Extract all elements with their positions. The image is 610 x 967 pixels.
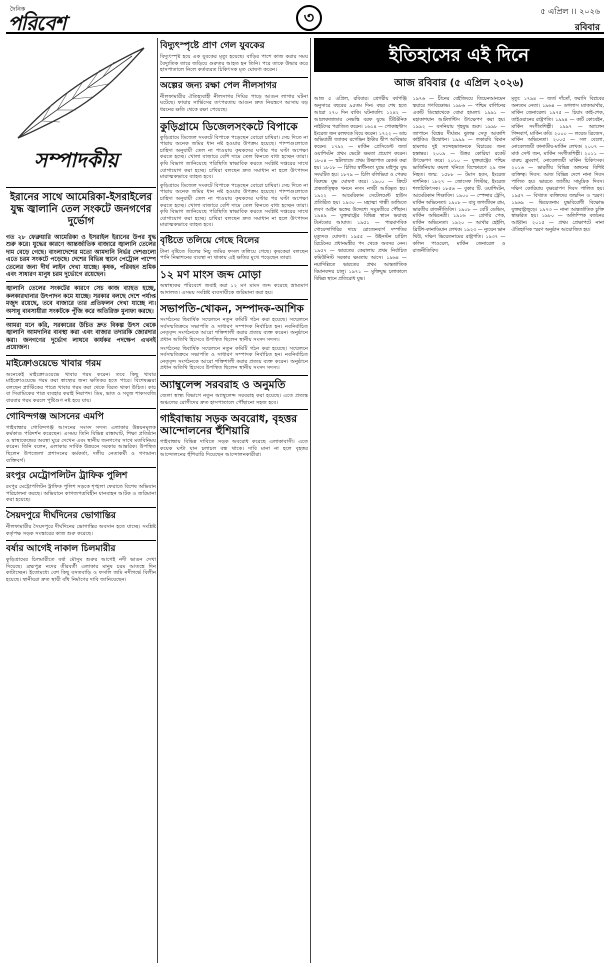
- article-headline[interactable]: সভাপতি-খোকন, সম্পাদক-আশিক: [160, 303, 304, 316]
- article-headline[interactable]: গাইবান্ধায় সড়ক অবরোধ, বৃহত্তর আন্দোলনের হুঁশিয়ারি: [160, 413, 298, 438]
- article-headline[interactable]: ১২ মণ মাংস জব্দ মোড়া: [160, 269, 262, 282]
- editorial-header: [6, 38, 156, 188]
- article-headline[interactable]: বৃষ্টিতে তলিয়ে গেছে বিলের: [160, 235, 260, 246]
- article-body: জেলা স্বাস্থ্য বিভাগে নতুন অ্যাম্বুলেন্স সরবরাহ করা হয়েছে। এতে প্রত্যন্ত অঞ্চলের রোগীদের দ্রুত হাসপাতালে পৌঁছানো সহজ হবে।: [160, 393, 308, 406]
- editorial-title: সম্পাদকীয়: [34, 148, 119, 172]
- article-body: বিদ্যুৎস্পৃষ্ট হয়ে এক যুবকের মৃত্যু হয়েছে। বাড়ির পাশে কাজ করার সময় বৈদ্যুতিক তারে জড়িয়ে গুরুতর আহত হন তিনি। পরে তাকে উদ্ধার করে হাসপাতালে নিলে কর্তব্যরত চিকিৎসক মৃত ঘোষণা করেন।: [160, 54, 308, 74]
- article-body: কুড়িগ্রামে ডিজেল সংকটে বিপাকে পড়েছেন বোরো চাষিরা। সেচ দিতে না পারায় অনেক জমির ধান নষ্ট হওয়ার উপক্রম হয়েছে। পাম্পগুলোতে চাহিদা অনুযায়ী তেল না পাওয়ায় কৃষকদের ঘণ্টার পর ঘণ্টা অপেক্ষা করতে হচ্ছে। খোলা বাজারে বেশি দামে তেল কিনতে বাধ্য হচ্ছেন তারা। কৃষি বিভাগ জানিয়েছে পরিস্থিতি স্বাভাবিক করতে সংশ্লিষ্ট দপ্তরের সাথে যোগাযোগ করা হচ্ছে। চাষিরা বলছেন দ্রুত সমাধান না হলে উৎপাদন মারাত্মকভাবে ব্যাহত হবে।: [160, 182, 308, 229]
- history-columns: [314, 97, 604, 283]
- article-body: নীলফামারীর সৈয়দপুরে দীর্ঘদিনের ভোগান্তির অবসান হতে যাচ্ছে। সংশ্লিষ্ট কর্তৃপক্ষ সড়ক সংস্কারের কাজ শুরু করেছে।: [6, 524, 156, 537]
- history-column: [413, 97, 506, 283]
- article-body: কুড়িগ্রামে ডিজেল সংকটে বিপাকে পড়েছেন বোরো চাষিরা। সেচ দিতে না পারায় অনেক জমির ধান নষ্ট হওয়ার উপক্রম হয়েছে। পাম্পগুলোতে চাহিদা অনুযায়ী তেল না পাওয়ায় কৃষকদের ঘণ্টার পর ঘণ্টা অপেক্ষা করতে হচ্ছে। খোলা বাজারে বেশি দামে তেল কিনতে বাধ্য হচ্ছেন তারা। কৃষি বিভাগ জানিয়েছে পরিস্থিতি স্বাভাবিক করতে সংশ্লিষ্ট দপ্তরের সাথে যোগাযোগ করা হচ্ছে। চাষিরা বলছেন দ্রুত সমাধান না হলে উৎপাদন মারাত্মকভাবে ব্যাহত হবে।: [160, 134, 308, 181]
- issue-day: রবিবার: [574, 23, 600, 33]
- article-body: সংগঠনের দ্বিবার্ষিক সম্মেলনে নতুন কমিটি গঠন করা হয়েছে। সম্মেলনে সর্বসম্মতিক্রমে সভাপতি ও সাধারণ সম্পাদক নির্বাচিত হন। নবনির্বাচিত নেতৃবৃন্দ সংগঠনকে আরো শক্তিশালী করার প্রত্যয় ব্যক্ত করেন। অনুষ্ঠানে প্রধান অতিথি হিসেবে উপস্থিত ছিলেন স্থানীয় সংসদ সদস্য।: [160, 317, 308, 344]
- history-entries: মৃত্যু: ১৭৯৪ — জর্জ দাঁতোঁ, ফরাসি বিপ্লবের অন্যতম নেতা। ১৯৬৪ — ডগলাস ম্যাকআর্থার, মার্কিন জেনারেল। ১৯৭৫ — চিয়াং কাই-শেক, তাইওয়ানের রাষ্ট্রপতি। ১৯৯৪ — কার্ট কোবেইন, মার্কিন সংগীতশিল্পী। ১৯৯৭ — অ্যালেন গিন্সবার্গ, মার্কিন কবি। ২০০০ — লয়েড ব্রিজেস, মার্কিন অভিনেতা। ২০০৫ — সল বেলো, নোবেলজয়ী কানাডীয়-মার্কিন লেখক। ২০০৭ — মার্ক সেন্ট জন, মার্কিন সংগীতশিল্পী। ২০১১ — বারুচ ব্লুমবার্গ, নোবেলজয়ী মার্কিন চিকিৎসক। ২০১৬ — ভারতীয় বিভিন্ন অঙ্গনের বিশিষ্ট ব্যক্তিত্ব। দিবস: আজ বিভিন্ন দেশে নানা দিবস পালিত হয়। ভারতে জাতীয় সামুদ্রিক দিবস। দক্ষিণ কোরিয়ায় বৃক্ষরোপণ দিবস পালিত হয়। ১৯৫৭ — বিখ্যাত ব্যক্তিদের জন্মদিন ও স্মরণ। ১৯৬৯ — ভিয়েতনাম যুদ্ধবিরোধী বিক্ষোভ যুক্তরাষ্ট্রজুড়ে। ১৯৭৩ — নানা আন্তর্জাতিক চুক্তি স্বাক্ষরিত হয়। ১৯৮০ — অলিম্পিক বর্জনের আহ্বান। ২০১৫ — প্রথম প্রেক্ষাপটে নানা ঐতিহাসিক স্মরণ অনুষ্ঠান আয়োজিত হয়।: [511, 97, 604, 234]
- history-date-subtitle: আজ রবিবার (৫ এপ্রিল ২০২৬): [394, 78, 524, 89]
- article-headline[interactable]: অ্যাম্বুলেন্স সরবরাহ ও অনুমতি: [160, 379, 286, 391]
- article-headline[interactable]: সৈয়দপুরে দীর্ঘদিনের ভোগান্তির: [6, 511, 116, 521]
- article-headline[interactable]: অল্পের জন্য রক্ষা পেল নীলসাগর: [160, 80, 277, 91]
- history-column: [314, 97, 407, 283]
- history-section: [314, 38, 604, 963]
- article-body: গাইবান্ধায় বিভিন্ন দাবিতে সড়ক অবরোধ করেছে এলাকাবাসী। এতে কয়েক ঘণ্টা যান চলাচল বন্ধ থাকে। দাবি মানা না হলে বৃহত্তর আন্দোলনের হুঁশিয়ারি দিয়েছেন আন্দোলনকারীরা।: [160, 439, 308, 459]
- article-body: টানা বৃষ্টিতে বিলের নিচু জমির ফসল তলিয়ে গেছে। কৃষকেরা বলছেন পানি নিষ্কাশনের ব্যবস্থা না থাকায় এই ক্ষতির মুখে পড়েছেন তারা।: [160, 248, 308, 262]
- article-headline[interactable]: কুড়িগ্রামে ডিজেলসংকটে বিপাকে: [160, 120, 298, 133]
- article-body: নীলফামারীর ঐতিহ্যবাহী নীলসাগর দিঘির পাড়ে আগুন লাগার ঘটনা ঘটেছে। ফায়ার সার্ভিসের তৎপরতায় আগুন দ্রুত নিয়ন্ত্রণে আসায় বড় ধরনের ক্ষতি থেকে রক্ষা পেয়েছে।: [160, 93, 308, 113]
- editorial-paragraph: আমরা মনে করি, সরকারের উচিত দ্রুত বিকল্প উৎস থেকে জ্বালানি আমদানির ব্যবস্থা করা এবং বাজার তদারকি জোরদার করা। জনগণের দুর্ভোগ লাঘবে কার্যকর পদক্ষেপ এখনই প্রয়োজন।: [6, 322, 156, 352]
- history-entries: ১৯৭৬ — চীনের বেইজিংয়ে তিয়েনআনমেন স্কয়ারে গণবিক্ষোভ। ১৯৮৬ — পশ্চিম বার্লিনের একটি ডিস্কোথেকে বোমা হামলা। ১৯৯১ — মহাকাশযান আটলান্টিস উৎক্ষেপণ করা হয়। ১৯৯২ — বসনিয়ায় গৃহযুদ্ধ শুরু। ১৯৯৮ — জাপানে বিশ্বের দীর্ঘতম ঝুলন্ত সেতু আকাশি কাইকিও উদ্বোধন। ১৯৯৯ — লকারবি বিমান হামলার দুই সন্দেহভাজনকে বিচারের জন্য হস্তান্তর। ২০০৯ — উত্তর কোরিয়া রকেট উৎক্ষেপণ করে। ২০১০ — যুক্তরাষ্ট্রের পশ্চিম ভার্জিনিয়ায় কয়লা খনিতে বিস্ফোরণে ২৯ জন নিহত। জন্ম: ১৫৮৮ — টমাস হবস, ইংরেজ দার্শনিক। ১৮২৭ — জোসেফ লিস্টার, ইংরেজ শল্যচিকিৎসক। ১৮৫৬ — বুকার টি. ওয়াশিংটন, আমেরিকান শিক্ষাবিদ। ১৯০০ — স্পেন্সার ট্রেসি, মার্কিন অভিনেতা। ১৯০৮ — বাবু জগজীবন রাম, ভারতীয় রাজনীতিবিদ। ১৯০৮ — বেটি ডেভিস, মার্কিন অভিনেত্রী। ১৯১৬ — গ্রেগরি পেক, মার্কিন অভিনেতা। ১৯২০ — আর্থার হেইলি, ব্রিটিশ-কানাডিয়ান লেখক। ১৯২৩ — ন্যুয়েন ভান থিউ, দক্ষিণ ভিয়েতনামের রাষ্ট্রপতি। ১৯৩৭ — কলিন পাওয়েল, মার্কিন জেনারেল ও রাজনীতিবিদ।: [412, 97, 506, 254]
- article-headline[interactable]: বর্ষার আগেই নাকাল চিলমারীর: [6, 544, 116, 555]
- logo-prefix: দৈনিক: [10, 6, 26, 13]
- article-body: সংগঠনের দ্বিবার্ষিক সম্মেলনে নতুন কমিটি গঠন করা হয়েছে। সম্মেলনে সর্বসম্মতিক্রমে সভাপতি ও সাধারণ সম্পাদক নির্বাচিত হন। নবনির্বাচিত নেতৃবৃন্দ সংগঠনকে আরো শক্তিশালী করার প্রত্যয় ব্যক্ত করেন। অনুষ্ঠানে প্রধান অতিথি হিসেবে উপস্থিত ছিলেন স্থানীয় সংসদ সদস্য।: [160, 345, 308, 372]
- article-body: গাইবান্ধার গোবিন্দগঞ্জ আসনের সংসদ সদস্য এলাকার উন্নয়নমূলক কর্মকাণ্ড পরিদর্শন করেছেন। এসময় তিনি বিভিন্ন রাস্তাঘাট, শিক্ষা প্রতিষ্ঠান ও স্বাস্থ্যকেন্দ্রের অবস্থা ঘুরে দেখেন এবং স্থানীয় জনগণের সাথে মতবিনিময় করেন। তিনি বলেন, এলাকার সার্বিক উন্নয়নে সরকার আন্তরিক। উপস্থিত ছিলেন উপজেলা প্রশাসনের কর্মকর্তা, দলীয় নেতাকর্মী ও গণ্যমান্য ব্যক্তিবর্গ।: [6, 424, 156, 464]
- history-banner: ইতিহাসের এই দিনে: [314, 38, 604, 72]
- article-body: অনেকেই মাইক্রোওয়েভে খাবার গরম করেন। তবে কিছু খাবার মাইক্রোওয়েভে গরম করা স্বাস্থ্যের জন্য ক্ষতিকর হতে পারে। বিশেষজ্ঞরা বলছেন প্লাস্টিকের পাত্রে খাবার গরম করা থেকে বিরত থাকা উচিত। কাচ বা সিরামিকের পাত্র ব্যবহার করাই নিরাপদ। ডিম, ভাত ও সবুজ শাকসবজি বারবার গরম করলে পুষ্টিগুণ নষ্ট হয়ে যায়।: [6, 371, 156, 405]
- page-number-badge: ৩: [296, 5, 322, 31]
- article-headline[interactable]: মাইক্রোওয়েভে খাবার গরম: [6, 358, 102, 369]
- column-divider: [157, 38, 158, 963]
- middle-column: [160, 38, 308, 963]
- article-headline[interactable]: রংপুর মেট্রোপলিটন ট্রাফিক পুলিশ: [6, 471, 128, 482]
- editorial-headline: ইরানের সাথে আমেরিকা-ইসরাইলের যুদ্ধ জ্বালানি তেল সংকটে জনগণের দুর্ভোগ: [9, 192, 153, 227]
- feather-quill-icon: [12, 42, 150, 142]
- article-body: কুড়িগ্রামের চিলমারীতে বর্ষা মৌসুম শুরুর আগেই নদী ভাঙন দেখা দিয়েছে। ব্রহ্মপুত্র নদের তীরবর্তী এলাকার মানুষ চরম আতঙ্কে দিন কাটাচ্ছেন। ইতোমধ্যে বেশ কিছু বসতবাড়ি ও ফসলি জমি নদীগর্ভে বিলীন হয়েছে। স্থানীয়রা দ্রুত স্থায়ী বাঁধ নির্মাণের দাবি জানিয়েছেন।: [6, 557, 156, 583]
- masthead: [6, 4, 604, 34]
- history-entries: আজ ৫ এপ্রিল, রবিবার। গ্রেগরীয় বর্ষপঞ্জি অনুসারে বছরের ৯৫তম দিন। বছর শেষ হতে আরো ২৭০ দিন বাকি। ঘটনাবলি: ১২৪২ — আলেকজান্ডার নেভস্কি বরফ যুদ্ধে টিউটনিক নাইটদের পরাজিত করেন। ১৬১৪ — পোকাহন্টাস ইংরেজ জন রলফকে বিয়ে করেন। ১৭২২ — ডাচ অভিযাত্রী জ্যাকব রগেভিন ইস্টার দ্বীপ আবিষ্কার করেন। ১৭৯২ — মার্কিন প্রেসিডেন্ট জর্জ ওয়াশিংটন প্রথম ভেটো ক্ষমতা প্রয়োগ করেন। ১৮০৪ — স্কটল্যান্ডে প্রথম উল্কাপাত রেকর্ড করা হয়। ১৮১৮ — চিলির স্বাধীনতা যুদ্ধে মাইপুর যুদ্ধ সংঘটিত হয়। ১৮৭৯ — চিলি বলিভিয়া ও পেরুর বিরুদ্ধে যুদ্ধ ঘোষণা করে। ১৯০০ — ক্রিটে প্রত্নতাত্ত্বিক খননে নসস নগরী আবিষ্কৃত হয়। ১৯২২ — আমেরিকান সেটেলমেন্ট হাউস প্রতিষ্ঠিত হয়। ১৯৩০ — মহাত্মা গান্ধী ডান্ডিতে লবণ আইন ভঙ্গের উদ্দেশ্যে সমুদ্রতীরে পৌঁছান। ১৯৪৯ — যুক্তরাষ্ট্রের বিভিন্ন স্থানে ভয়াবহ টর্নেডোর আঘাত। ১৯৫১ — পারমাণবিক গোয়েন্দাগিরির দায়ে রোজেনবার্গ দম্পতির মৃত্যুদণ্ড ঘোষণা। ১৯৫৫ — উইনস্টন চার্চিল ব্রিটেনের প্রধানমন্ত্রীর পদ থেকে অবসর নেন। ১৯৫৭ — ভারতের কেরালায় প্রথম নির্বাচিত কমিউনিস্ট সরকার ক্ষমতায় আসে। ১৯৬৪ — নয়াদিল্লিতে ভারতের প্রথম আন্তর্জাতিক বিমানবন্দর চালু। ১৯৭১ — মুক্তিযুদ্ধ চলাকালে বিভিন্ন স্থানে প্রতিরোধ যুদ্ধ।: [314, 97, 407, 282]
- newspaper-logo[interactable]: [6, 4, 96, 35]
- article-headline[interactable]: বিদ্যুৎস্পৃষ্টে প্রাণ গেল যুবকের: [160, 41, 265, 51]
- column-divider: [310, 38, 311, 963]
- editorial-paragraph: গত ২৮ ফেব্রুয়ারি আমেরিকা ও ইসরাইল ইরানের উপর যুদ্ধ শুরু করে। যুদ্ধের কারণে আন্তর্জাতিক বাজারে জ্বালানি তেলের দাম বেড়ে গেছে। বাংলাদেশের মতো আমদানি নির্ভর দেশগুলো এতে চরম সংকটে পড়েছে। দেশের বিভিন্ন স্থানে পেট্রোল পাম্পে তেলের জন্য দীর্ঘ লাইন দেখা যাচ্ছে। কৃষক, পরিবহন শ্রমিক এবং সাধারণ মানুষ চরম দুর্ভোগে রয়েছেন।: [6, 234, 156, 279]
- article-headline[interactable]: গোবিন্দগঞ্জ আসনের এমপি: [6, 411, 104, 422]
- history-column: [511, 97, 604, 283]
- logo-text: পরিবেশ: [8, 11, 66, 35]
- article-body: রংপুর মেট্রোপলিটন ট্রাফিক পুলিশ সড়কে শৃঙ্খলা ফেরাতে বিশেষ অভিযান পরিচালনা করছে। অভিযানে কাগজপত্রবিহীন যানবাহন আটক ও জরিমানা করা হয়েছে।: [6, 484, 156, 504]
- left-column: [6, 38, 156, 963]
- article-body: অস্বাস্থ্যকর পরিবেশে জবাই করা ১২ মণ মাংস জব্দ করেছে ভ্রাম্যমাণ আদালত। এসময় সংশ্লিষ্ট ব্যবসায়ীকে জরিমানা করা হয়।: [160, 283, 308, 296]
- editorial-paragraph: জ্বালানি তেলের সংকটের কারণে সেচ কাজ ব্যাহত হচ্ছে, কলকারখানার উৎপাদন কমে যাচ্ছে। সরকার বলছে দেশে পর্যাপ্ত মজুদ রয়েছে, তবে বাজারে তার প্রতিফলন দেখা যাচ্ছে না। অসাধু ব্যবসায়ীরা সংকটকে পুঁজি করে অতিরিক্ত মুনাফা করছে।: [6, 285, 156, 315]
- issue-date: ৫ এপ্রিল ।। ২০২৬: [540, 7, 600, 16]
